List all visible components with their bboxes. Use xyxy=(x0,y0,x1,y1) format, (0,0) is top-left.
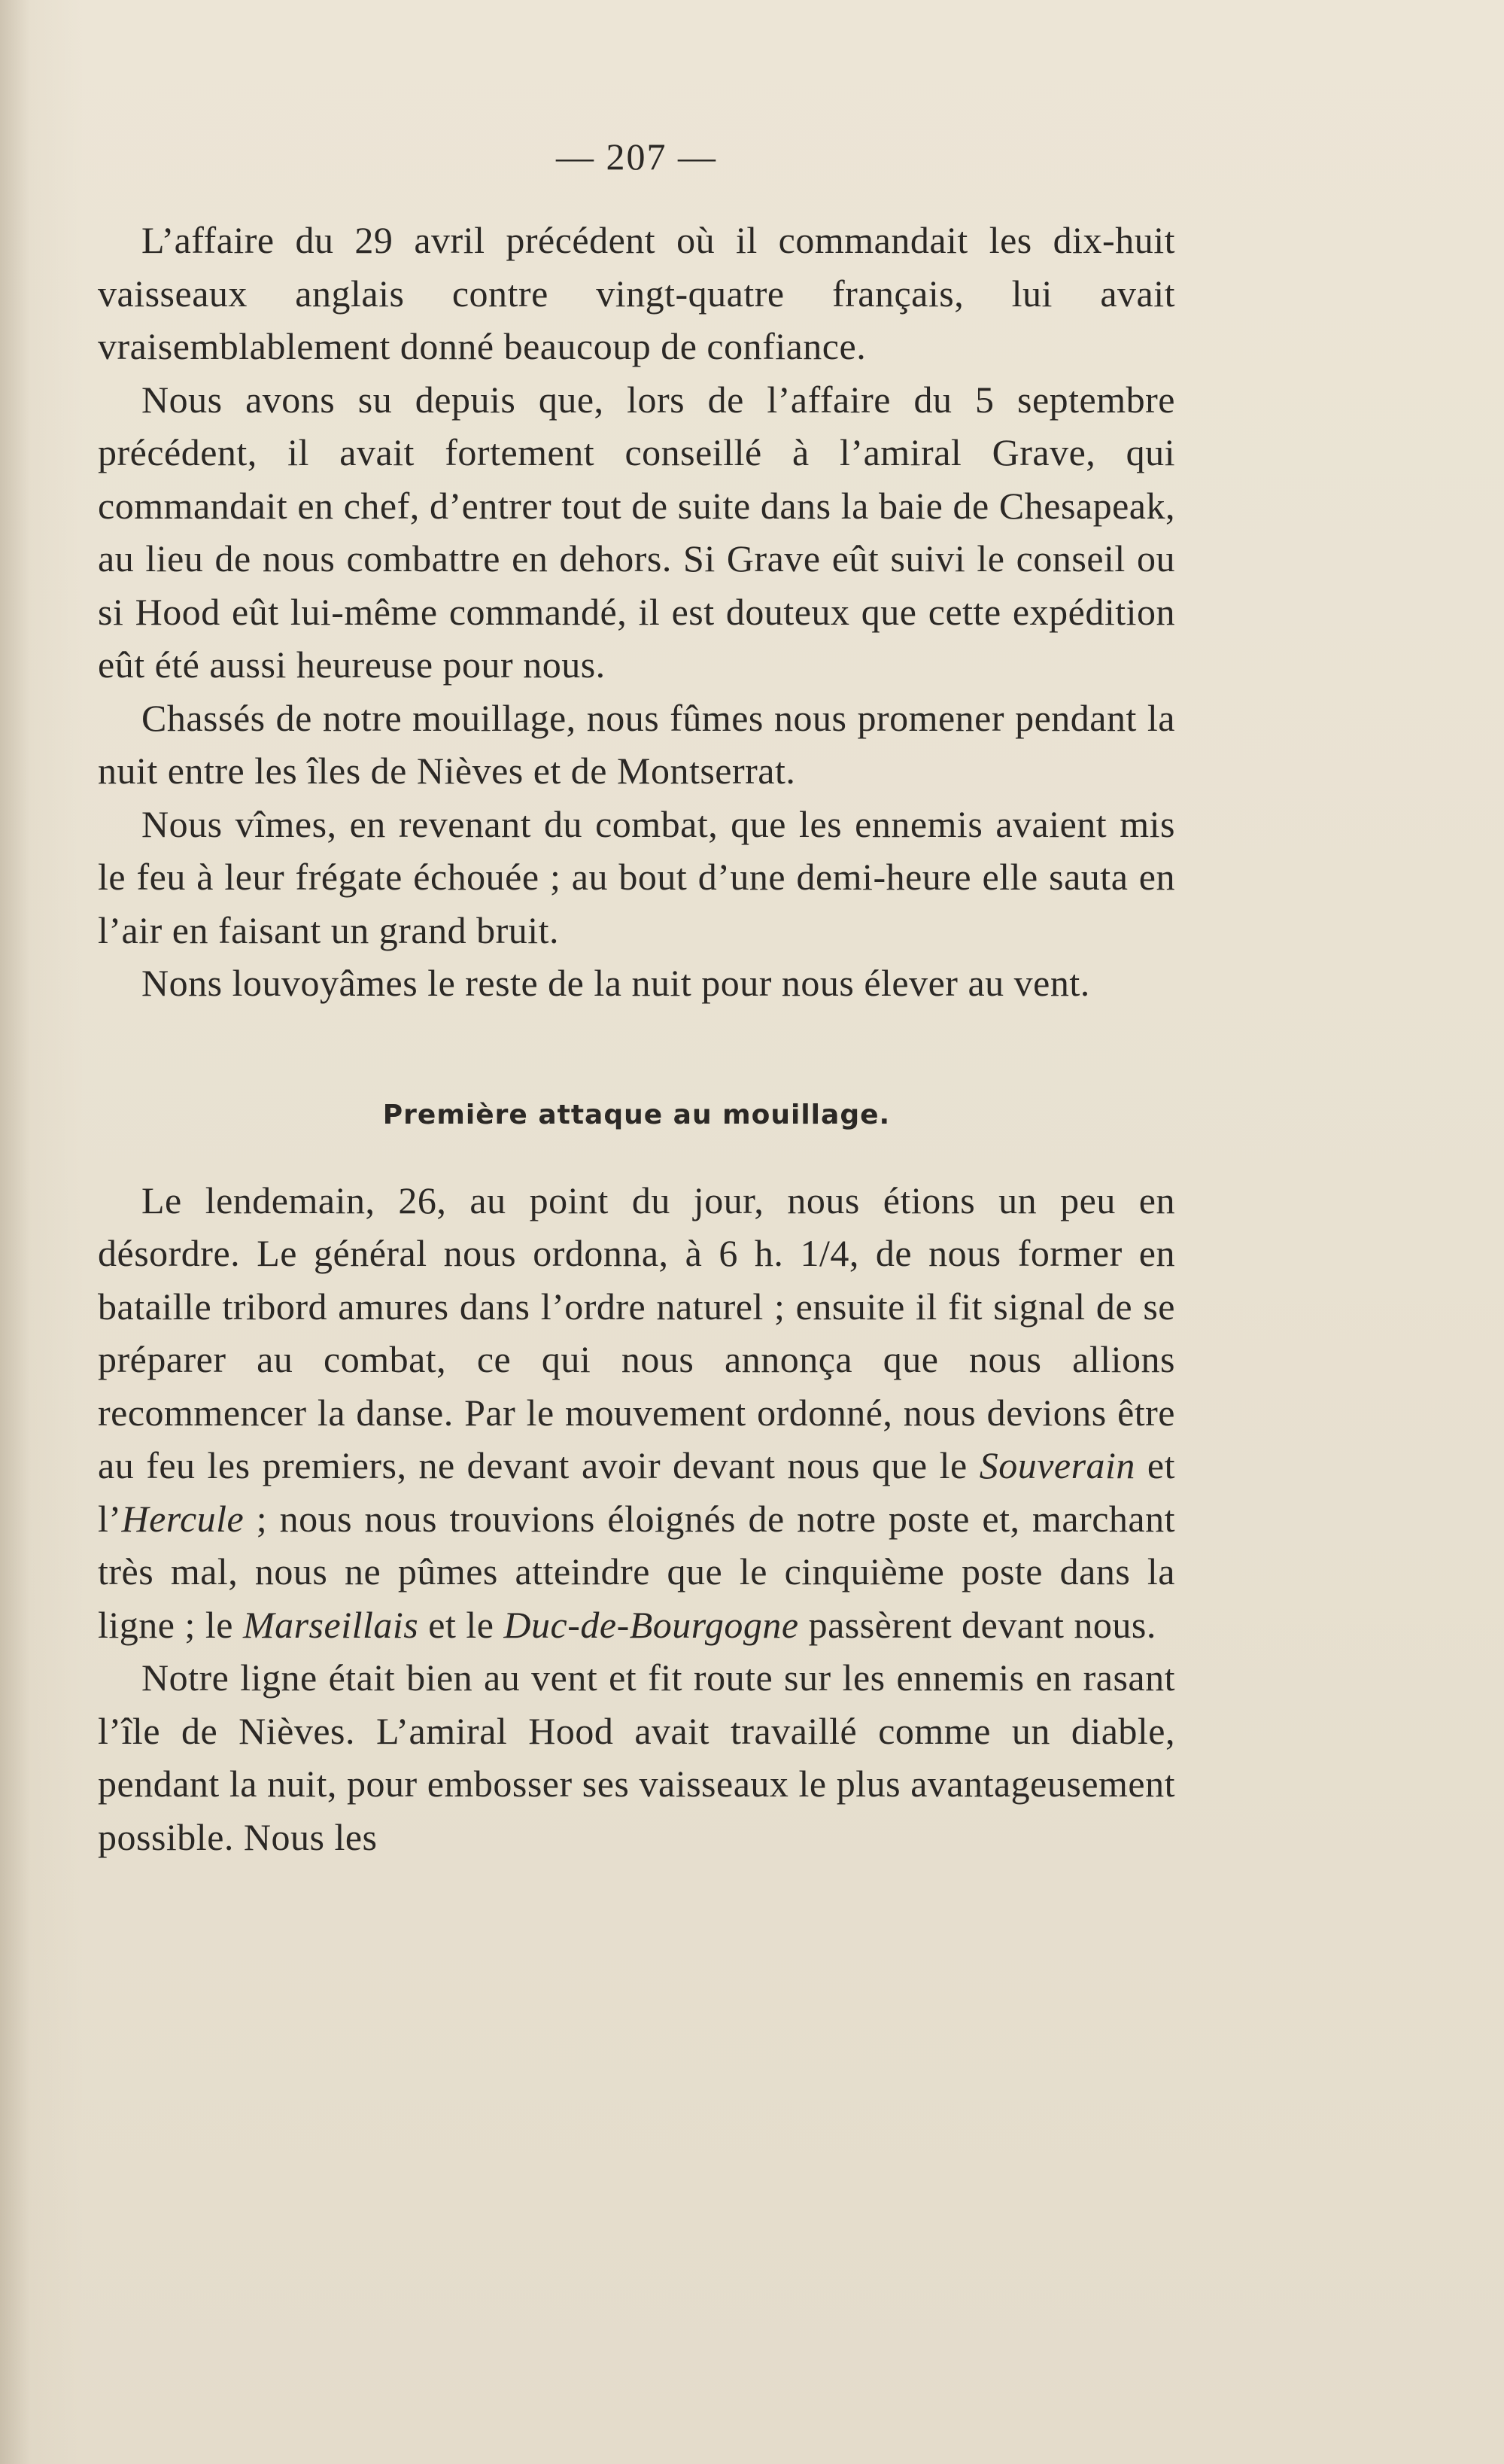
paragraph-6-text-4: et le xyxy=(418,1603,504,1646)
paragraph-6-text-3: ; nous nous trouvions éloignés de notre poste et, marchant très mal, nous ne pûmes atteindre que le cinquième poste dans la ligne ; le xyxy=(98,1497,1175,1646)
paragraph-6-text-2: et l’ xyxy=(98,1444,1176,1540)
ship-name-hercule: Hercule xyxy=(121,1497,245,1540)
ship-name-duc-de-bourgogne: Duc-de-Bourgogne xyxy=(503,1603,799,1646)
paragraph-6-text-5: passèrent devant nous. xyxy=(798,1603,1156,1646)
page-number: — 207 — xyxy=(556,135,717,178)
paragraph-1: L’affaire du 29 avril précédent où il commandait les dix-huit vaisseaux anglais contre vingt-quatre français, lui avait vraisemblablement donné beaucoup de confiance. xyxy=(98,219,1175,367)
ship-name-souverain: Souverain xyxy=(979,1444,1135,1486)
text-block xyxy=(98,126,1175,1863)
paragraph-6-text-1: Le lendemain, 26, au point du jour, nous étions un peu en désordre. Le général nous ordonna, à 6 h. 1/4, de nous former en bataille tribord amures dans l’ordre naturel ; ensuite il fit signal de se préparer au combat, ce qui nous annonça que nous allions recommencer la danse. Par le mouvement ordonné, nous devions être au feu les premiers, ne devant avoir devant nous que le xyxy=(98,1179,1175,1486)
paragraph-6 xyxy=(98,1174,1175,1652)
paragraph-4: Nous vîmes, en revenant du combat, que les ennemis avaient mis le feu à leur frégate échouée ; au bout d’une demi-heure elle sauta en l’air en faisant un grand bruit. xyxy=(98,802,1175,951)
ship-name-marseillais: Marseillais xyxy=(242,1603,419,1646)
paragraph-5: Nons louvoyâmes le reste de la nuit pour nous élever au vent. xyxy=(141,962,1090,1004)
paragraph-7: Notre ligne était bien au vent et fit route sur les ennemis en rasant l’île de Nièves. L’amiral Hood avait travaillé comme un diable, pendant la nuit, pour embosser ses vaisseaux le plus avantageusement possible. Nous les xyxy=(98,1656,1175,1858)
paragraph-3: Chassés de notre mouillage, nous fûmes nous promener pendant la nuit entre les îles de Nièves et de Montserrat. xyxy=(98,696,1175,792)
paragraph-2: Nous avons su depuis que, lors de l’affaire du 5 septembre précédent, il avait fortement conseillé à l’amiral Grave, qui commandait en chef, d’entrer tout de suite dans la baie de Chesapeak, au lieu de nous combattre en dehors. Si Grave eût suivi le conseil ou si Hood eût lui-même commandé, il est douteux que cette expédition eût été aussi heureuse pour nous. xyxy=(98,378,1175,686)
section-heading: Première attaque au mouillage. xyxy=(382,1099,891,1130)
